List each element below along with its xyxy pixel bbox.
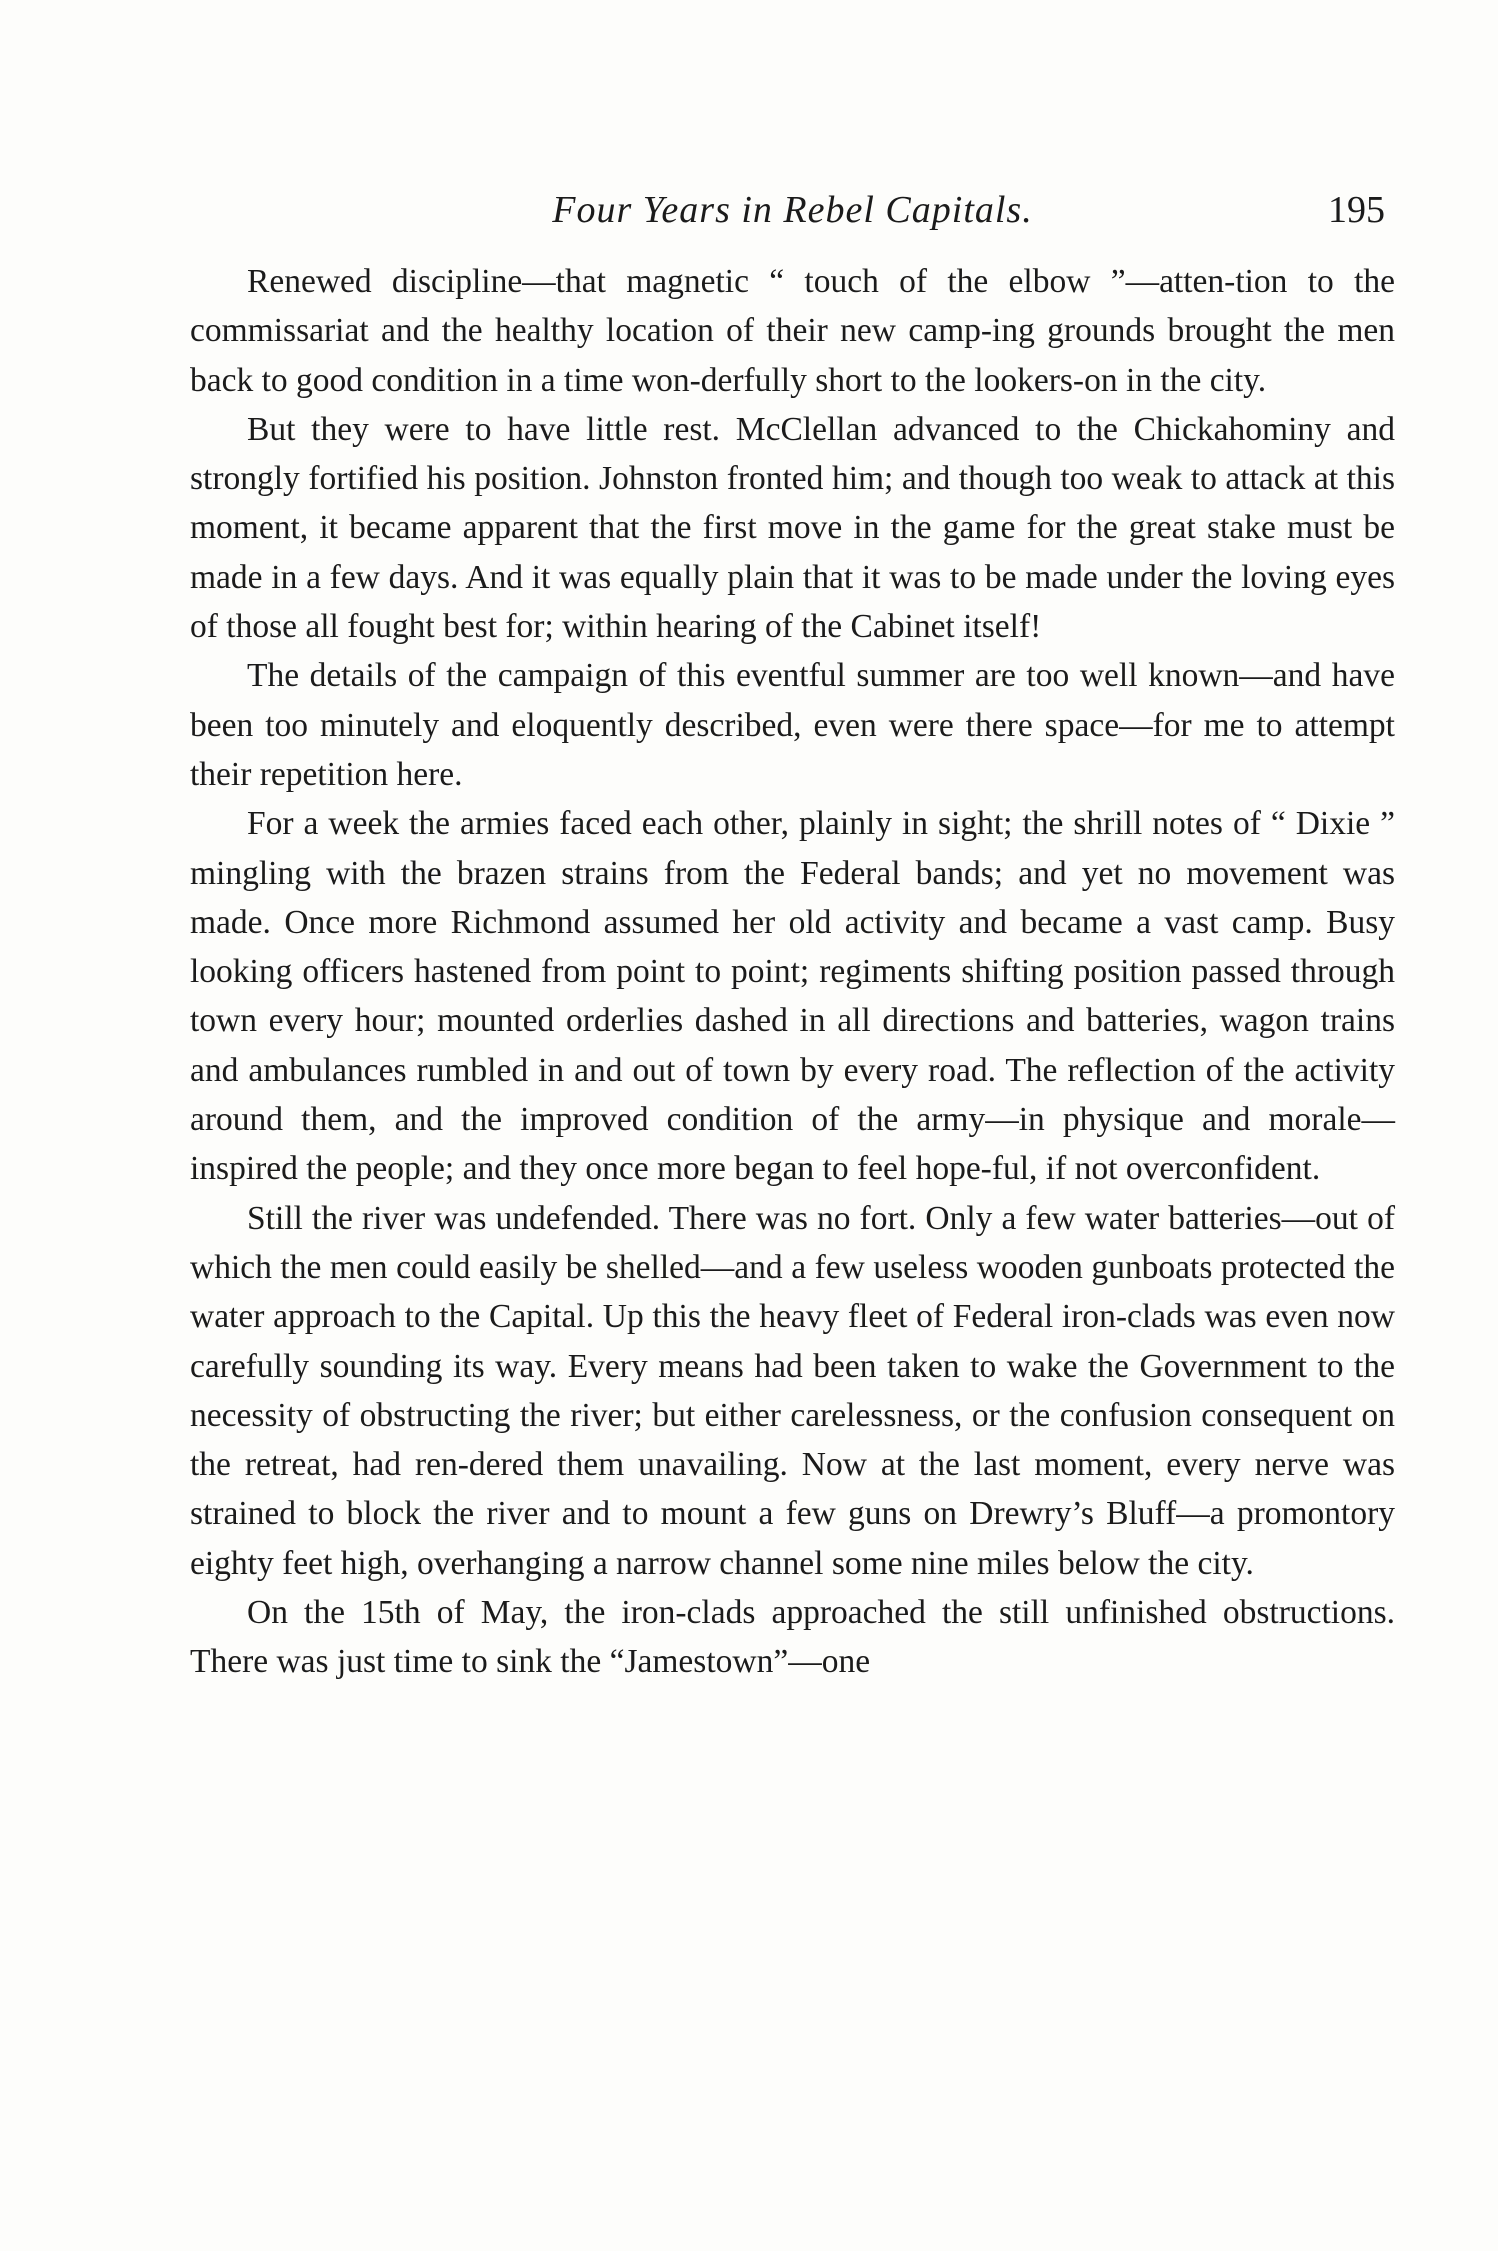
- paragraph-1: Renewed discipline—that magnetic “ touch of the elbow ”—atten-tion to the commissariat and the healthy location of their new camp-ing grounds brought the men back to good condition in a time won-derfully short to the lookers-on in the city.: [190, 263, 1395, 399]
- running-head: [190, 182, 1395, 238]
- paragraph-5: Still the river was undefended. There was no fort. Only a few water batteries—out of which the men could easily be shelled—and a few useless wooden gunboats protected the water approach to the Capital. Up this the heavy fleet of Federal iron-clads was even now carefully sounding its way. Every means had been taken to wake the Government to the necessity of obstructing the river; but either carelessness, or the confusion consequent on the retreat, had ren-dered them unavailing. Now at the last moment, every nerve was strained to block the river and to mount a few guns on Drewry’s Bluff—a promontory eighty feet high, overhanging a narrow channel some nine miles below the city.: [190, 1199, 1395, 1582]
- body-text: [190, 257, 1395, 1687]
- paragraph-6: On the 15th of May, the iron-clads approached the still unfinished obstructions. There was just time to sink the “Jamestown”—one: [190, 1594, 1395, 1681]
- paragraph-4: For a week the armies faced each other, plainly in sight; the shrill notes of “ Dixie ” mingling with the brazen strains from the Federal bands; and yet no movement was made. Once more Richmond assumed her old activity and became a vast camp. Busy looking officers hastened from point to point; regiments shifting position passed through town every hour; mounted orderlies dashed in all directions and batteries, wagon trains and ambulances rumbled in and out of town by every road. The reflection of the activity around them, and the improved condition of the army—in physique and morale—inspired the people; and they once more began to feel hope-ful, if not overconfident.: [190, 805, 1395, 1188]
- page-number: 195: [1328, 189, 1385, 231]
- paragraph-2: But they were to have little rest. McClellan advanced to the Chickahominy and strongly fortified his position. Johnston fronted him; and though too weak to attack at this moment, it became apparent that the first move in the game for the great stake must be made in a few days. And it was equally plain that it was to be made under the loving eyes of those all fought best for; within hearing of the Cabinet itself!: [190, 410, 1395, 646]
- running-title: Four Years in Rebel Capitals.: [552, 189, 1033, 231]
- paragraph-3: The details of the campaign of this eventful summer are too well known—and have been too minutely and eloquently described, even were there space—for me to attempt their repetition here.: [190, 657, 1395, 793]
